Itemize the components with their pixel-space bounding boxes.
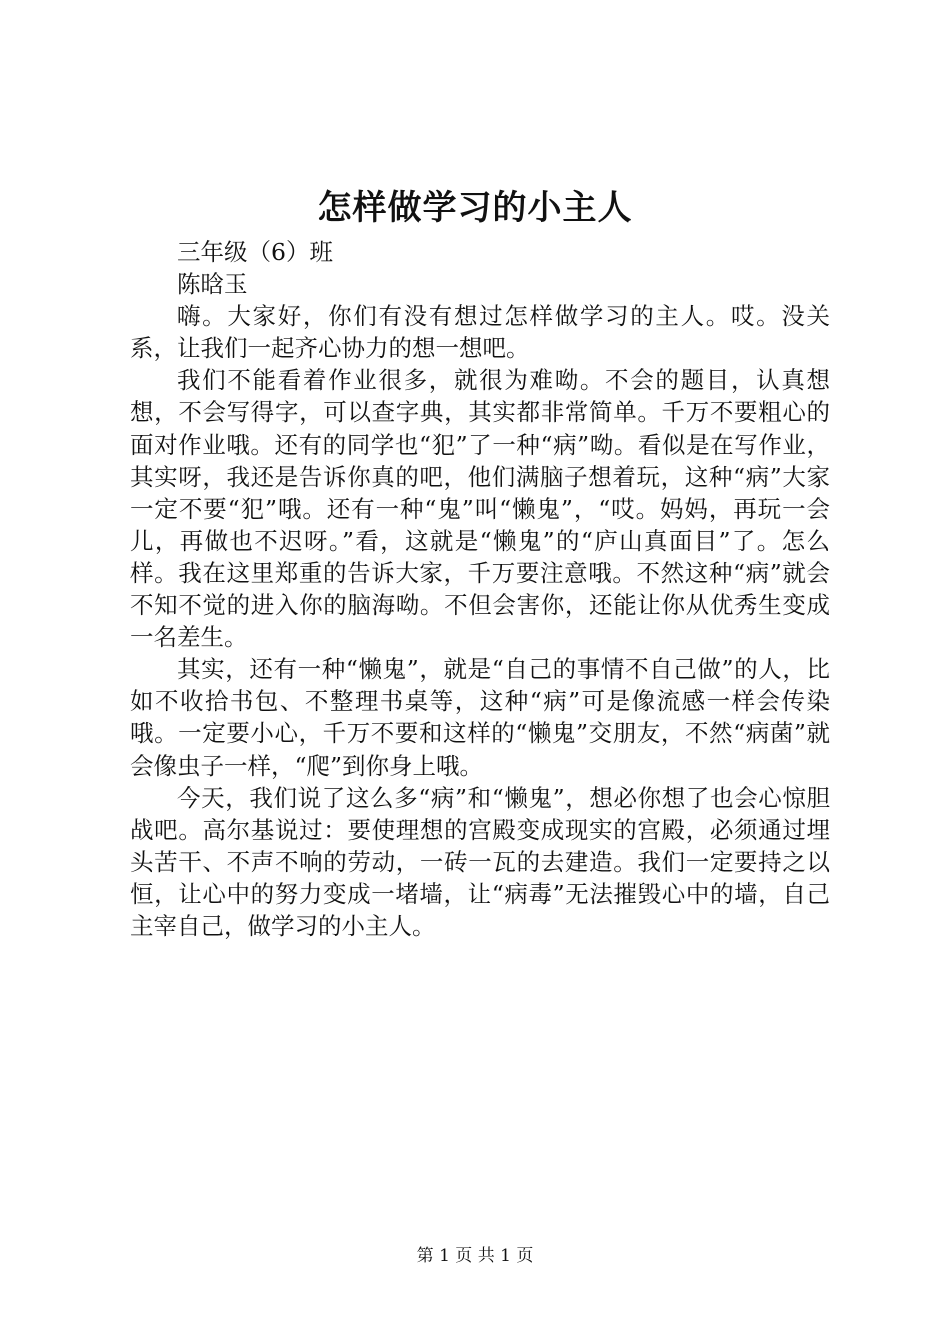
paragraph-1: 嗨。大家好，你们有没有想过怎样做学习的主人。哎。没关系，让我们一起齐心协力的想一想吧。 (130, 302, 830, 363)
document-body (130, 236, 830, 942)
paragraph-3: 其实，还有一种“懒鬼”，就是“自己的事情不自己做”的人，比如不收拾书包、不整理书桌等，这种“病”可是像流感一样会传染哦。一定要小心，千万不要和这样的“懒鬼”交朋友，不然“病菌”就会像虫子一样，“爬”到你身上哦。 (130, 655, 830, 780)
page-footer: 第 1 页 共 1 页 (416, 1246, 534, 1266)
document-title: 怎样做学习的小主人 (317, 188, 633, 228)
author-name: 陈晗玉 (177, 270, 248, 299)
paragraph-2: 我们不能看着作业很多，就很为难呦。不会的题目，认真想想，不会写得字，可以查字典，其实都非常简单。千万不要粗心的面对作业哦。还有的同学也“犯”了一种“病”呦。看似是在写作业，其实呀，我还是告诉你真的吧，他们满脑子想着玩，这种“病”大家一定不要“犯”哦。还有一种“鬼”叫“懒鬼”，“哎。妈妈，再玩一会儿，再做也不迟呀。”看，这就是“懒鬼”的“庐山真面目”了。怎么样。我在这里郑重的告诉大家，千万要注意哦。不然这种“病”就会不知不觉的进入你的脑海呦。不但会害你，还能让你从优秀生变成一名差生。 (130, 366, 830, 652)
paragraph-4: 今天，我们说了这么多“病”和“懒鬼”，想必你想了也会心惊胆战吧。高尔基说过：要使理想的宫殿变成现实的宫殿，必须通过埋头苦干、不声不响的劳动，一砖一瓦的去建造。我们一定要持之以恒，让心中的努力变成一堵墙，让“病毒”无法摧毁心中的墙，自己主宰自己，做学习的小主人。 (130, 783, 830, 940)
class-line: 三年级（6）班 (177, 238, 333, 266)
